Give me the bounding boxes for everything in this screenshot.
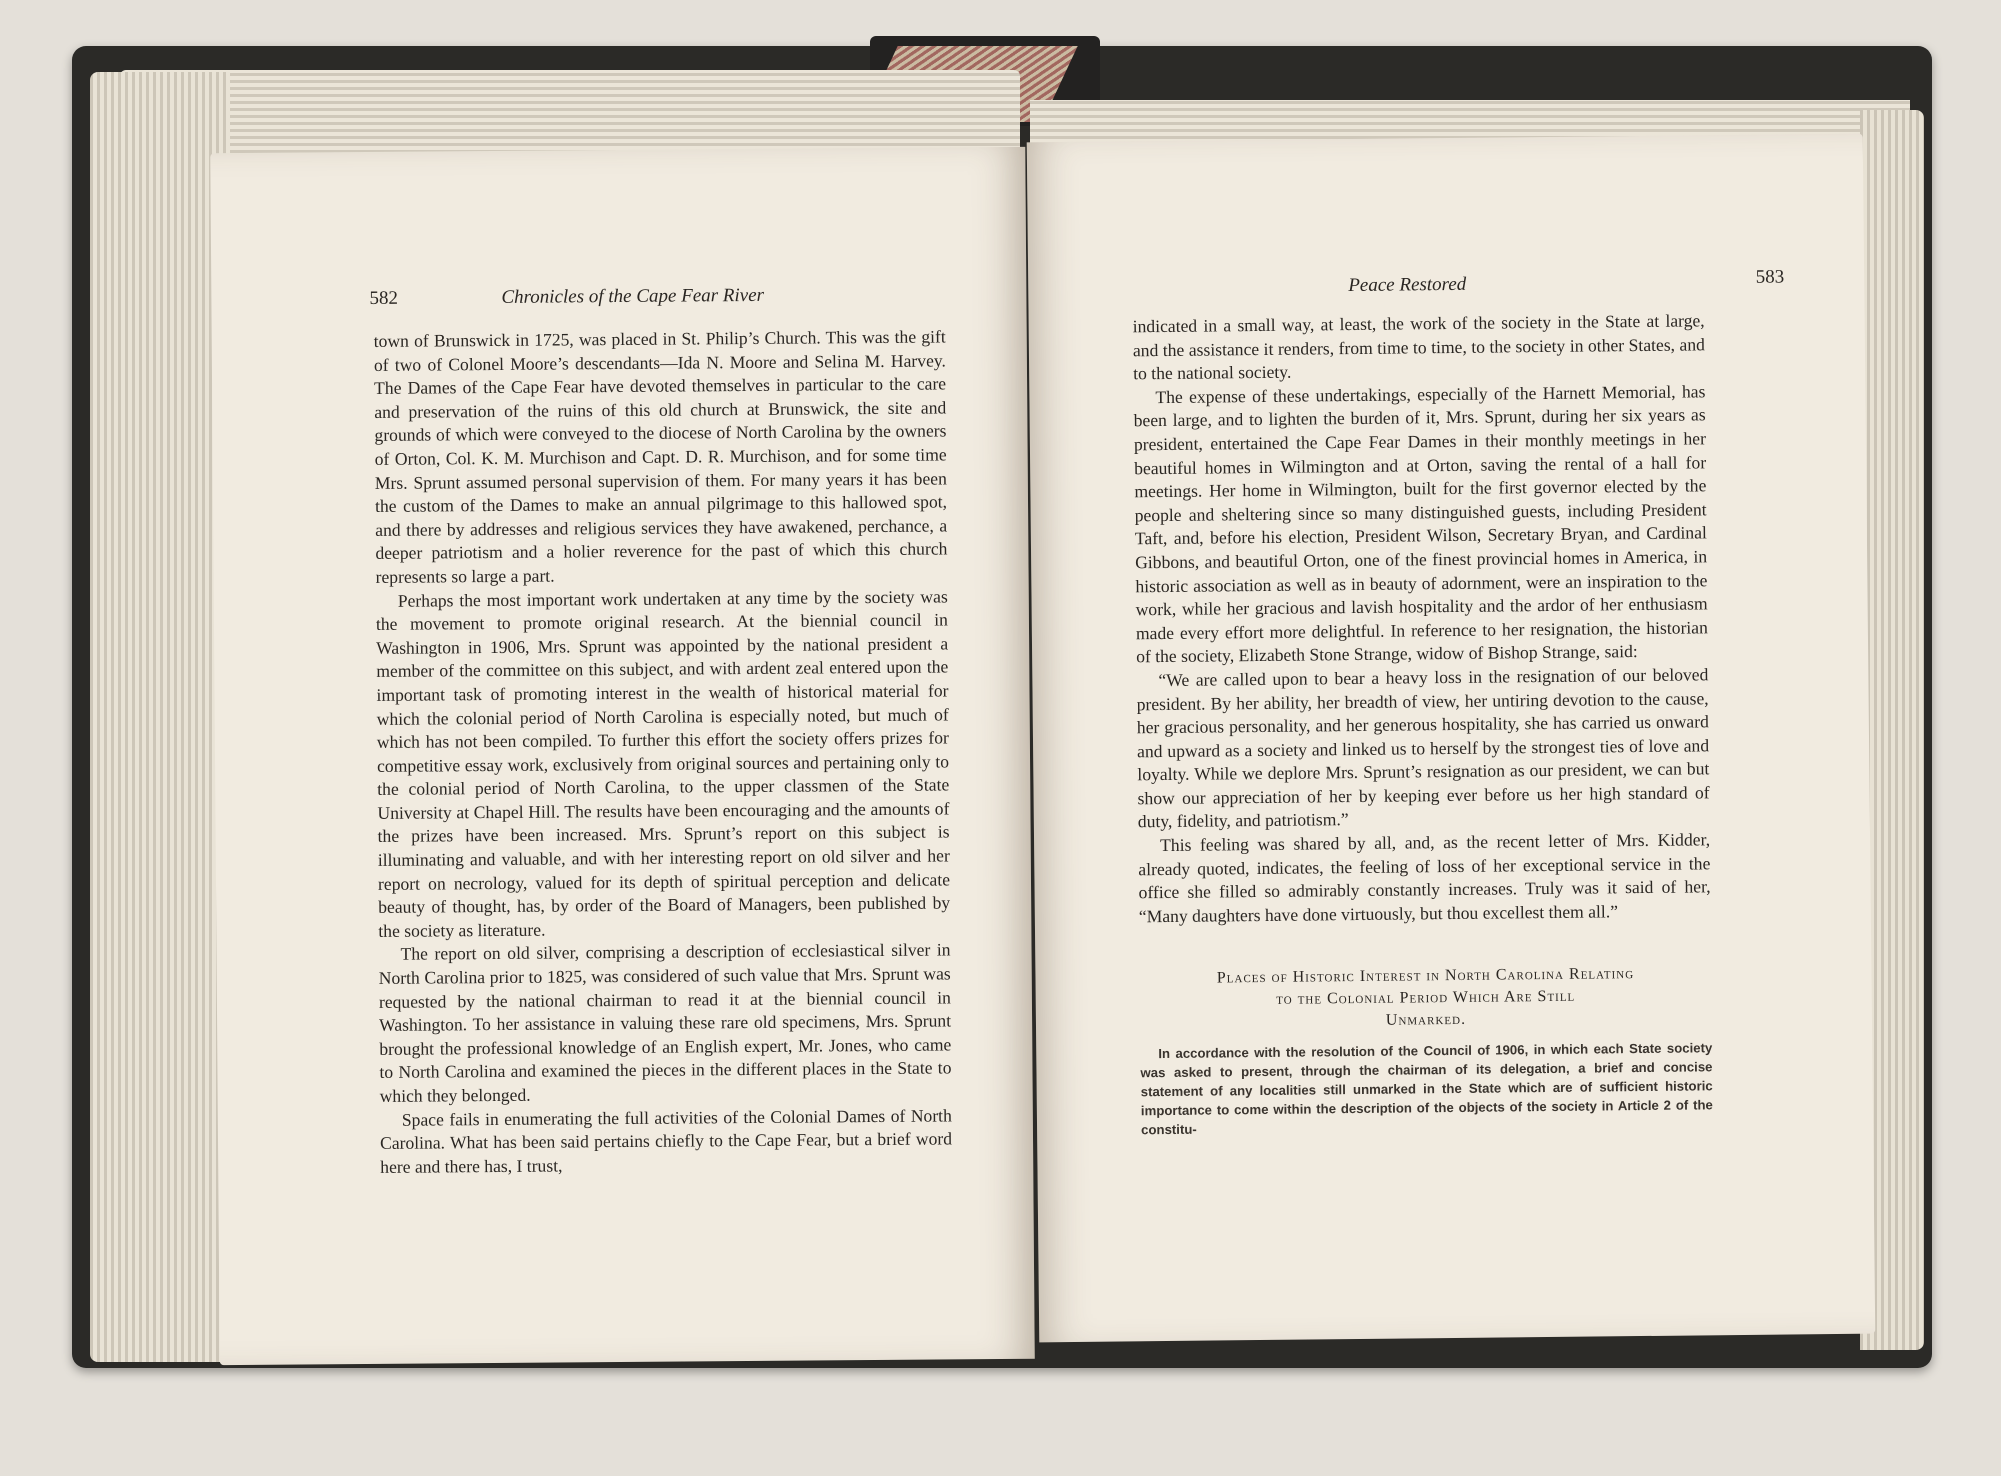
small-print-paragraph: In accordance with the resolution of the Council of 1906, in which each State society was asked to present, through the chairman of its delegation, a brief and concise statement of any localities still unmarked in the State which are of sufficient historic importance to come within the description of the objects of the society in Article 2 of the constitu- xyxy=(1140,1040,1713,1138)
quote-paragraph: “We are called upon to bear a heavy loss in the resignation of our beloved president. By her ability, her breadth of view, her untiring devotion to the cause, her gracious personality, and her generous hospitality, she has carried us onward and upward as a society and linked us to herself by the strongest ties of love and loyalty. While we deplore Mrs. Sprunt’s resignation as our president, we can but show our appreciation of her by keeping ever before us her high standard of duty, fidelity, and patriotism.” xyxy=(1136,664,1710,832)
page-edges-top-left xyxy=(120,70,1020,160)
page-edges-left xyxy=(90,72,230,1362)
right-page xyxy=(1027,134,1876,1343)
paragraph: This feeling was shared by all, and, as the recent letter of Mrs. Kidder, already quoted, indicates, the feeling of loss of her exceptional service in the office she filled so admirably constantly increases. Truly was it said of her, “Many daughters have done virtuously, but thou excellest them all.” xyxy=(1138,829,1711,927)
paragraph: town of Brunswick in 1725, was placed in St. Philip’s Church. This was the gift of two of Colonel Moore’s descendants—Ida N. Moore and Selina M. Harvey. The Dames of the Cape Fear have devoted themselves in particular to the care and preservation of the ruins of this old church at Brunswick, the site and grounds of which were conveyed to the diocese of North Carolina by the owners of Orton, Col. K. M. Murchison and Capt. D. R. Murchison, and for some time Mrs. Sprunt assumed personal supervision of them. For many years it has been the custom of the Dames to make an annual pilgrimage to this hallowed spot, and there by addresses and religious services they have awakened, perchance, a deeper patriotism and a holier reverence for the past of which this church represents so large a part. xyxy=(373,326,948,587)
left-page-number: 582 xyxy=(369,287,398,309)
heading-line: Unmarked. xyxy=(1385,1011,1467,1030)
left-running-title: Chronicles of the Cape Fear River xyxy=(501,284,765,308)
left-page xyxy=(210,147,1034,1365)
right-running-title: Peace Restored xyxy=(1348,273,1467,297)
left-body-text xyxy=(374,325,953,1179)
paragraph: Perhaps the most important work undertaken at any time by the society was the movement to promote original research. At the biennial council in Washington in 1906, Mrs. Sprunt was appointed by the national president a member of the committee on this subject, and with ardent zeal entered upon the important task of promoting interest in the wealth of historical material for which the colonial period of North Carolina is especially noted, but much of which has not been compiled. To further this effort the society offers prizes for competitive essay work, exclusively from original sources and pertaining only to the colonial period of North Carolina, to the upper classmen of the State University at Chapel Hill. The results have been encouraging and the amounts of the prizes have been increased. Mrs. Sprunt’s report on this subject is illuminating and valuable, and with her interesting report on old silver and her report on necrology, valued for its depth of spiritual perception and delicate beauty of thought, has, by order of the Board of Managers, been published by the society as literature. xyxy=(375,585,951,941)
paragraph: indicated in a small way, at least, the work of the society in the State at large, and the assistance it renders, from time to time, to the society in other States, and to the national society. xyxy=(1132,310,1705,384)
paragraph: Space fails in enumerating the full activities of the Colonial Dames of North Carolina. What has been said pertains chiefly to the Cape Fear, but a brief word here and there has, I trust, xyxy=(379,1105,953,1177)
paragraph: The expense of these undertakings, especially of the Harnett Memorial, has been large, and to lighten the burden of it, Mrs. Sprunt, during her six years as president, entertained the Cape Fear Dames in their monthly meetings in her beautiful homes in Wilmington and at Orton, saving the rental of a hall for meetings. Her home in Wilmington, built for the first governor elected by the people and sheltering since so many distinguished guests, including President Taft, and, before his election, President Wilson, Secretary Bryan, and Cardinal Gibbons, and beautiful Orton, one of the finest provincial homes in America, in historic association as well as in beauty of adornment, were an inspiration to the work, while her gracious and lavish hospitality and the ardor of her enthusiasm made every effort more delightful. In reference to her resignation, the historian of the society, Elizabeth Stone Strange, widow of Bishop Strange, said: xyxy=(1133,381,1708,667)
heading-line: Places of Historic Interest in North Carolina Relating xyxy=(1216,965,1635,987)
right-page-number: 583 xyxy=(1755,266,1785,288)
section-heading xyxy=(1139,963,1712,1035)
right-running-head xyxy=(1028,266,1864,303)
left-running-head xyxy=(211,283,1026,313)
heading-line: to the Colonial Period Which Are Still xyxy=(1276,988,1576,1009)
right-body-text xyxy=(1133,309,1714,1139)
paragraph: The report on old silver, comprising a description of ecclesiastical silver in North Carolina prior to 1825, was considered of such value that Mrs. Sprunt was requested by the national chairman to read it at the biennial council in Washington. To her assistance in valuing these rare old specimens, Mrs. Sprunt brought the professional knowledge of an English expert, Mr. Jones, who came to North Carolina and examined the pieces in the different places in the State to which they belonged. xyxy=(378,939,952,1106)
